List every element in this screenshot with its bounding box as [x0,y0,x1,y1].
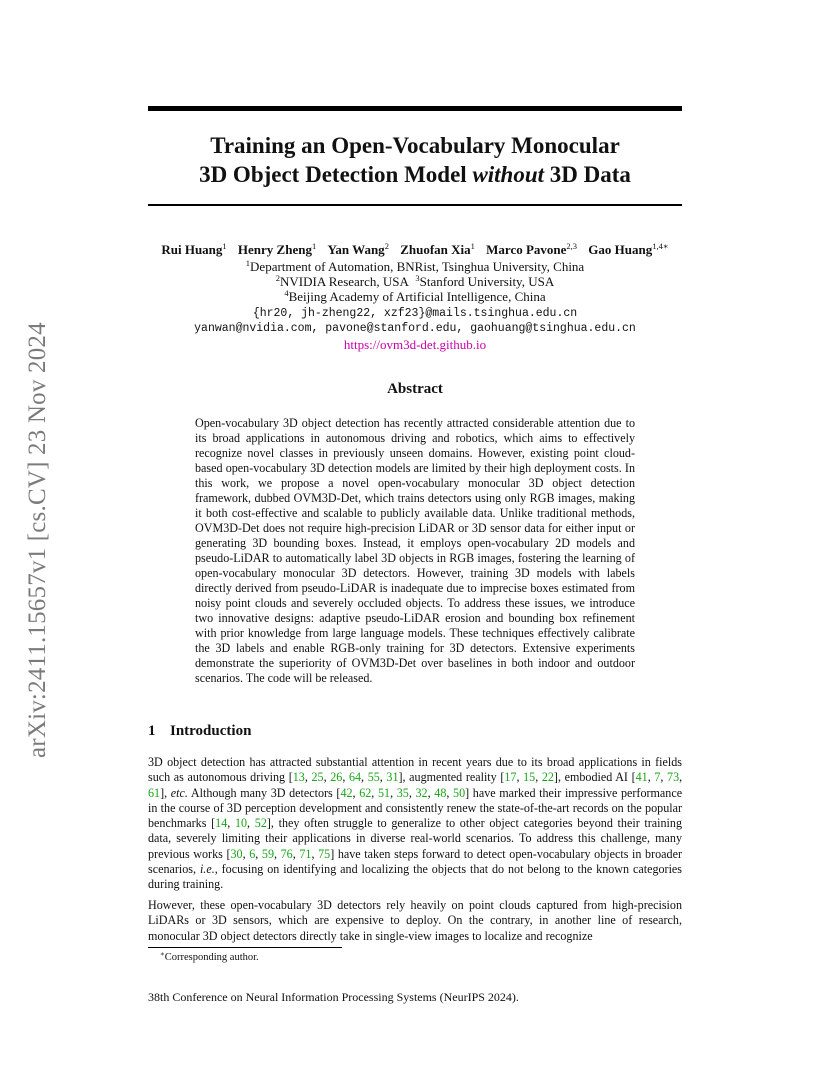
author-name: Yan Wang [327,242,385,257]
footnote-mark: ∗ [160,950,165,958]
email-line-1[interactable]: {hr20, jh-zheng22, xzf23}@mails.tsinghua.edu.cn [252,307,578,320]
affil-mark: 1 [245,258,251,268]
author-name: Gao Huang [588,242,653,257]
paragraph-text: Although many 3D detectors [ [187,785,341,800]
affiliation-3 [100,289,730,304]
paragraph-text: , [227,816,235,831]
citation-link[interactable]: 31 [386,770,399,785]
citation-link[interactable]: 15 [523,770,536,785]
project-url-link[interactable]: https://ovm3d-det.github.io [343,337,487,352]
title-bottom-rule [148,204,682,206]
email-line-2[interactable]: yanwan@nvidia.com, pavone@stanford.edu, gaohuang@tsinghua.edu.cn [194,322,636,335]
paragraph-text: 3D object detection has attracted substantial attention in recent years due to its broad applications in fields such as autonomous driving [ [148,755,682,785]
author [238,242,316,257]
paragraph-text: , [390,785,397,800]
paragraph-text: , [446,785,454,800]
intro-paragraph-2: However, these open-vocabulary 3D detectors rely heavily on point clouds captured from high-precision LiDARs or 3D sensors, which are expensive to deploy. On the contrary, in another line of research, monocular 3D object detectors directly take in single-view images to localize and recognize [148,898,682,943]
affil-mark: 2 [275,273,281,283]
paragraph-text: , [242,846,250,861]
intro-paragraph-1 [148,755,682,893]
paragraph-text: , [660,770,668,785]
paragraph-text: , [427,785,435,800]
affil-mark: 3 [415,273,420,283]
paragraph-text: , [516,770,524,785]
paragraph-text: ] have marked their impressive performance in the course of 3D perception development and consistently renew the state-of-the-art records on the popular benchmarks [ [148,785,683,831]
paragraph-text: , [247,816,255,831]
footnote [160,951,259,964]
citation-link[interactable]: 61 [148,785,161,800]
paragraph-text: , [647,770,655,785]
affil-text: Department of Automation, BNRist, Tsinghua University, China [250,259,585,274]
citation-link[interactable]: 7 [654,770,661,785]
paragraph-text: , [679,770,683,785]
citation-link[interactable]: 25 [311,770,324,785]
citation-link[interactable]: 32 [415,785,428,800]
citation-link[interactable]: 10 [234,816,248,831]
title-top-rule [148,106,682,111]
paragraph-text: , [292,846,300,861]
abstract-heading: Abstract [387,381,443,397]
author-affil-mark: 2 [384,241,389,251]
paragraph-text: , [323,770,331,785]
title-line-2-suffix: 3D Data [544,162,631,187]
author [400,242,475,257]
citation-link[interactable]: 35 [396,785,409,800]
venue-footer: 38th Conference on Neural Information Processing Systems (NeurIPS 2024). [148,990,519,1004]
affil-mark: 4 [284,288,289,298]
arxiv-side-stamp: arXiv:2411.15657v1 [cs.CV] 23 Nov 2024 [24,322,51,758]
footnote-rule [148,947,342,948]
citation-link[interactable]: 62 [359,785,372,800]
author-list [100,242,730,258]
citation-link[interactable]: 22 [541,770,554,785]
paragraph-text: ], embodied AI [ [553,770,636,785]
paragraph-text: , [273,846,281,861]
paragraph-text: ], augmented reality [ [398,770,505,785]
citation-link[interactable]: 13 [292,770,305,785]
citation-link[interactable]: 76 [280,846,293,861]
section-number: 1 [148,723,156,739]
section-title: Introduction [170,723,252,739]
paragraph-text: , [361,770,368,785]
author-affil-mark: 1,4∗ [652,241,669,251]
paragraph-text: , [379,770,387,785]
paragraph-text: , [535,770,542,785]
citation-link[interactable]: 59 [261,846,274,861]
citation-link[interactable]: 6 [249,846,256,861]
citation-link[interactable]: 42 [340,785,353,800]
citation-link[interactable]: 75 [318,846,331,861]
citation-link[interactable]: 71 [299,846,312,861]
italic-text: etc. [170,785,188,800]
citation-link[interactable]: 17 [504,770,517,785]
author [486,242,577,257]
affil-text: NVIDIA Research, USA [280,274,409,289]
affil-text: Beijing Academy of Artificial Intelligence, China [288,289,546,304]
author-affil-mark: 2,3 [566,241,578,251]
paragraph-text: ] have taken steps forward to detect open-vocabulary objects in broader scenarios, [148,846,682,877]
title-line-2 [148,160,682,189]
paper-title [148,131,682,189]
section-heading-introduction [148,722,682,740]
author-name: Rui Huang [161,242,223,257]
citation-link[interactable]: 48 [434,785,447,800]
citation-link[interactable]: 26 [330,770,343,785]
paragraph-text: , [304,770,312,785]
citation-link[interactable]: 50 [453,785,466,800]
italic-text: i.e. [199,862,215,877]
paragraph-text: , [255,846,262,861]
author [161,242,226,257]
paragraph-text: ], [160,785,171,800]
citation-link[interactable]: 55 [367,770,380,785]
citation-link[interactable]: 64 [348,770,362,785]
author-affil-mark: 1 [470,241,475,251]
paragraph-text: , [371,785,378,800]
title-line-2-italic: without [472,162,545,187]
author [327,242,388,257]
footnote-text: Corresponding author. [164,952,259,963]
paragraph-text: ], they often struggle to generalize to other object categories beyond their training data, severely limiting their applications in diverse real-world scenarios. To address this challenge, many previous works [ [148,816,683,861]
title-line-1: Training an Open-Vocabulary Monocular [210,133,620,158]
affil-text: Stanford University, USA [419,274,555,289]
author-affil-mark: 1 [311,241,317,251]
citation-link[interactable]: 73 [667,770,680,785]
citation-link[interactable]: 14 [215,816,228,831]
affiliation-2 [100,274,730,289]
abstract-text: Open-vocabulary 3D object detection has recently attracted considerable attention due to its broad applications in autonomous driving and robotics, which aims to effectively recognize novel classes in previously unseen domains. However, existing point cloud-based open-vocabulary 3D detection models are limited by their high deployment costs. In this work, we propose a novel open-vocabulary monocular 3D object detection framework, dubbed OVM3D-Det, which trains detectors using only RGB images, making it both cost-effective and scalable to publicly available data. Unlike traditional methods, OVM3D-Det does not require high-precision LiDAR or 3D sensor data for either input or generating 3D bounding boxes. Instead, it employs open-vocabulary 2D models and pseudo-LiDAR to automatically label 3D objects in RGB images, fostering the learning of open-vocabulary monocular 3D detectors. However, training 3D models with labels directly derived from pseudo-LiDAR is inadequate due to imprecise boxes estimated from noisy point clouds and severely occluded objects. To address these issues, we introduce two innovative designs: adaptive pseudo-LiDAR erosion and bounding box refinement with prior knowledge from large language models. These techniques effectively calibrate the 3D labels and enable RGB-only training for 3D detectors. Extensive experiments demonstrate the superiority of OVM3D-Det over baselines in both indoor and outdoor scenarios. The code will be released. [195,416,635,685]
citation-link[interactable]: 41 [635,770,648,785]
citation-link[interactable]: 51 [377,785,391,800]
paragraph-text: , [352,785,360,800]
author-affil-mark: 1 [222,241,227,251]
paragraph-text: , focusing on identifying and localizing the objects that do not belong to the known categories during training. [148,862,682,892]
author-name: Marco Pavone [486,242,567,257]
paragraph-text: , [408,785,416,800]
paragraph-text: , [311,846,319,861]
author-name: Zhuofan Xia [400,242,471,257]
paragraph-text: , [342,770,349,785]
citation-link[interactable]: 52 [254,816,267,831]
citation-link[interactable]: 30 [230,846,243,861]
author [588,242,668,257]
author-name: Henry Zheng [237,242,312,257]
affiliation-1 [100,259,730,274]
title-line-2-prefix: 3D Object Detection Model [199,162,473,187]
